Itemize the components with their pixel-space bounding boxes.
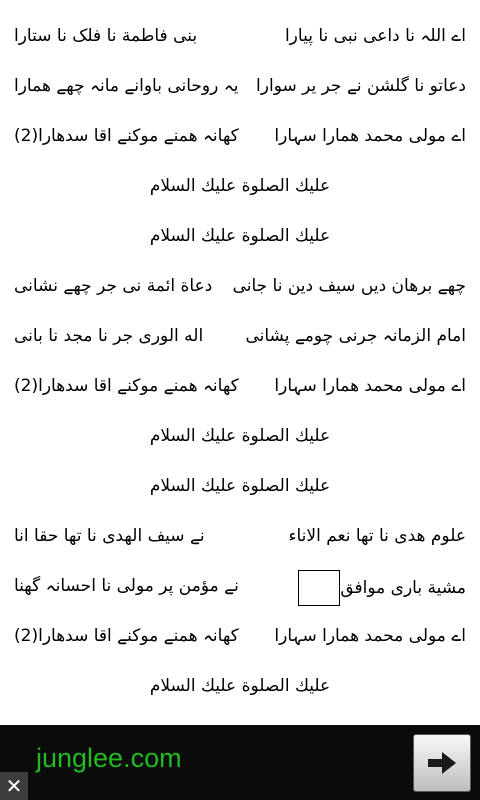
verse-line-with-placeholder	[294, 570, 466, 606]
refrain-line: عليك الصلوة عليك السلام	[149, 226, 331, 246]
verse-line: اے مولی محمد ھمارا سہارا	[274, 376, 466, 396]
verse-line: نے سیف الھدی نا تھا حقا انا	[14, 526, 205, 546]
arrow-right-icon	[426, 749, 458, 777]
refrain-line: عليك الصلوة عليك السلام	[149, 476, 331, 496]
refrain-line: عليك الصلوة عليك السلام	[149, 176, 331, 196]
verse-line: دعاة ائمة نی جر چھے نشانی	[14, 276, 213, 296]
verse-line: اے اللہ نا داعی نبی نا پیارا	[284, 26, 466, 46]
ad-banner[interactable]	[0, 725, 480, 800]
verse-line: کھانہ ھمنے موکنے اقا سدھارا(2)	[14, 626, 239, 646]
refrain-line: عليك الصلوة عليك السلام	[149, 676, 331, 696]
verse-line: اله الوری جر نا مجد نا بانی	[14, 326, 204, 346]
verse-line: یہ روحانی باوانے مانہ چھے ھمارا	[14, 76, 239, 96]
verse-line: چھے برھان دیں سیف دین نا جانی	[232, 276, 466, 296]
verse-line: بنی فاطمة نا فلک نا ستارا	[14, 26, 198, 46]
verse-line: دعاتو نا گلشن نے جر یر سوارا	[256, 76, 466, 96]
verse-line: امام الزمانہ جرنی چومے پشانی	[245, 326, 466, 346]
verse-line: کھانہ ھمنے موکنے اقا سدھارا(2)	[14, 126, 239, 146]
verse-text: مشیة باری موافق	[340, 578, 466, 598]
close-icon[interactable]: ✕	[0, 772, 28, 800]
verse-line: نے مؤمن پر مولی نا احسانہ گھنا	[14, 576, 239, 596]
verse-line: کھانہ ھمنے موکنے اقا سدھارا(2)	[14, 376, 239, 396]
missing-glyph-box	[298, 570, 340, 606]
verse-line: اے مولی محمد ھمارا سہارا	[274, 126, 466, 146]
ad-text[interactable]: junglee.com	[36, 743, 182, 773]
verse-line: علوم ھدی نا تھا نعم الاناء	[288, 526, 466, 546]
refrain-line: عليك الصلوة عليك السلام	[149, 426, 331, 446]
verse-line: اے مولی محمد ھمارا سہارا	[274, 626, 466, 646]
ad-open-button[interactable]	[413, 734, 471, 792]
